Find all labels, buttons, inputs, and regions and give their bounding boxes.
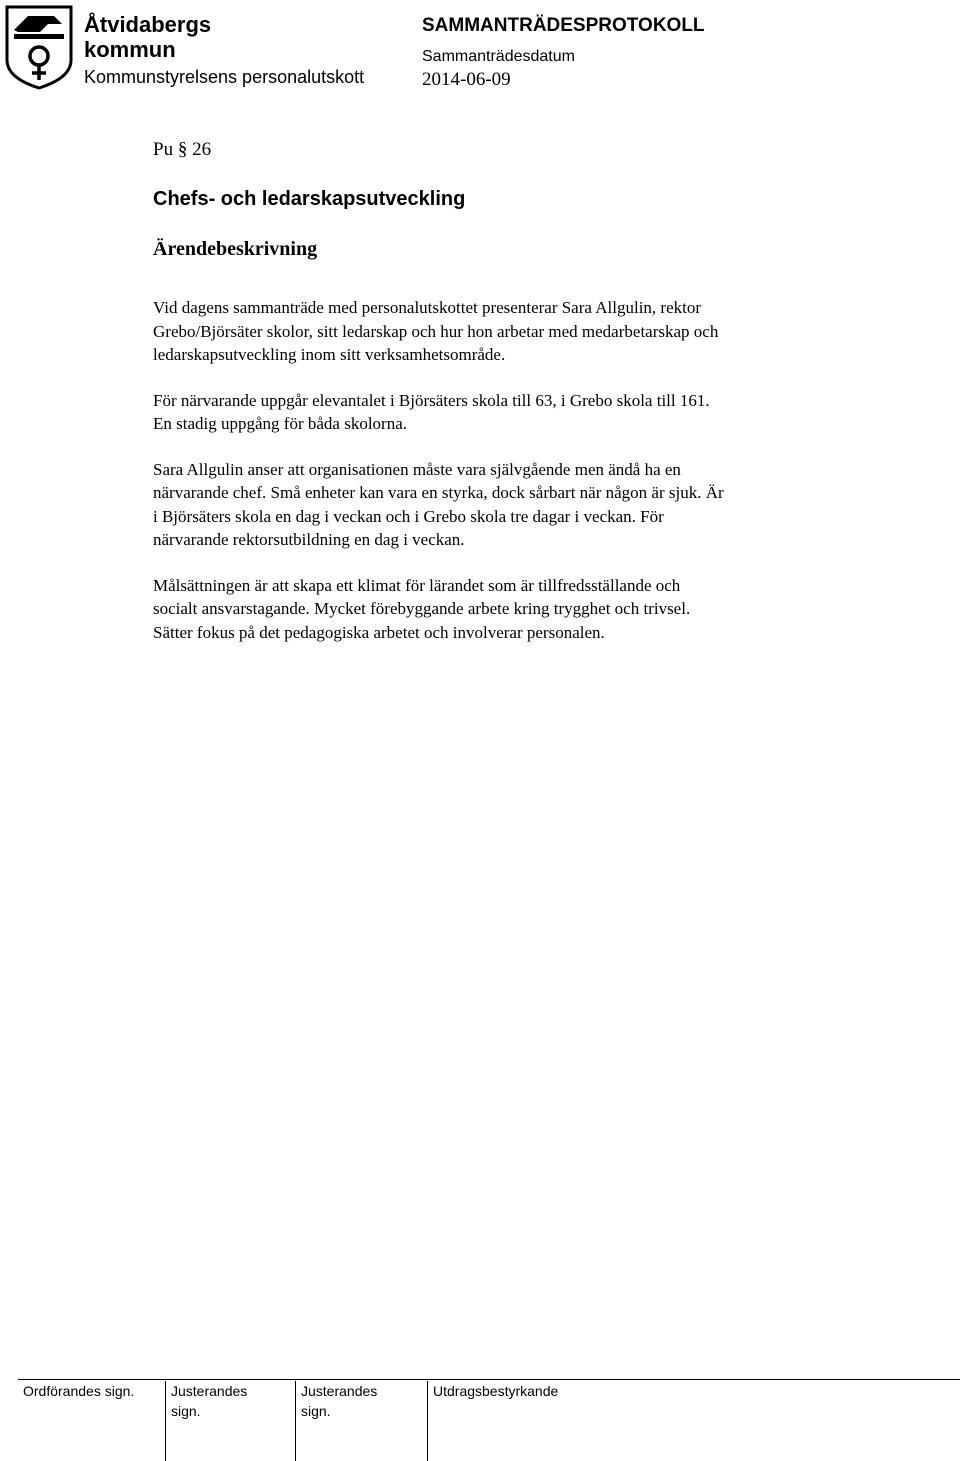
text-line: Sara Allgulin anser att organisationen måste vara självgående men ändå ha en bbox=[153, 459, 681, 479]
committee-name: Kommunstyrelsens personalutskott bbox=[84, 67, 365, 87]
date-label: Sammanträdesdatum bbox=[422, 48, 575, 65]
adjuster-2-label-line1: Justerandes bbox=[301, 1383, 378, 1399]
body-paragraph-3 bbox=[153, 458, 853, 552]
municipal-coat-of-arms-icon bbox=[4, 4, 74, 90]
text-line: Målsättningen är att skapa ett klimat för lärandet som är tillfredsställande och bbox=[153, 575, 681, 595]
organization-name-line2: kommun bbox=[84, 37, 176, 62]
section-subtitle: Ärendebeskrivning bbox=[153, 238, 318, 260]
body-paragraph-1 bbox=[153, 296, 853, 367]
minutes-section bbox=[153, 138, 853, 644]
text-line: ledarskapsutveckling inom sitt verksamhetsområde. bbox=[153, 345, 506, 364]
footer-divider bbox=[18, 1379, 960, 1380]
text-line: närvarande chef. Små enheter kan vara en styrka, dock sårbart när någon är sjuk. Är bbox=[153, 483, 724, 502]
document-type: SAMMANTRÄDESPROTOKOLL bbox=[422, 15, 705, 36]
organization-name bbox=[84, 12, 211, 62]
body-paragraph-4 bbox=[153, 574, 853, 645]
adjuster-1-label-line1: Justerandes bbox=[171, 1383, 248, 1399]
text-line: socialt ansvarstagande. Mycket förebyggande arbete kring trygghet och trivsel. bbox=[153, 599, 691, 618]
text-line: Grebo/Björsäter skolor, sitt ledarskap och hur hon arbetar med medarbetarskap och bbox=[153, 321, 719, 341]
adjuster-1-label-line2: sign. bbox=[171, 1403, 201, 1419]
organization-name-line1: Åtvidabergs bbox=[84, 12, 212, 37]
extract-certification-field bbox=[427, 1381, 727, 1461]
text-line: En stadig uppgång för båda skolorna. bbox=[153, 414, 407, 433]
body-paragraph-2 bbox=[153, 389, 853, 436]
date-value: 2014-06-09 bbox=[422, 69, 511, 90]
text-line: Sätter fokus på det pedagogiska arbetet och involverar personalen. bbox=[153, 622, 605, 642]
extract-certifier-label: Utdragsbestyrkande bbox=[433, 1383, 559, 1399]
adjuster-1-signature-field bbox=[165, 1381, 295, 1461]
text-line: För närvarande uppgår elevantalet i Björsäters skola till 63, i Grebo skola till 161. bbox=[153, 390, 710, 410]
paragraph-number: Pu § 26 bbox=[153, 139, 212, 160]
chair-signature-field bbox=[18, 1381, 165, 1461]
text-line: i Björsäters skola en dag i veckan och i Grebo skola tre dagar i veckan. För bbox=[153, 506, 664, 526]
text-line: närvarande rektorsutbildning en dag i veckan. bbox=[153, 530, 465, 549]
section-title: Chefs- och ledarskapsutveckling bbox=[153, 188, 466, 210]
chair-signature-label: Ordförandes sign. bbox=[23, 1383, 135, 1399]
adjuster-2-signature-field bbox=[295, 1381, 427, 1461]
text-line: Vid dagens sammanträde med personalutskottet presenterar Sara Allgulin, rektor bbox=[153, 298, 702, 317]
adjuster-2-label-line2: sign. bbox=[301, 1403, 331, 1419]
